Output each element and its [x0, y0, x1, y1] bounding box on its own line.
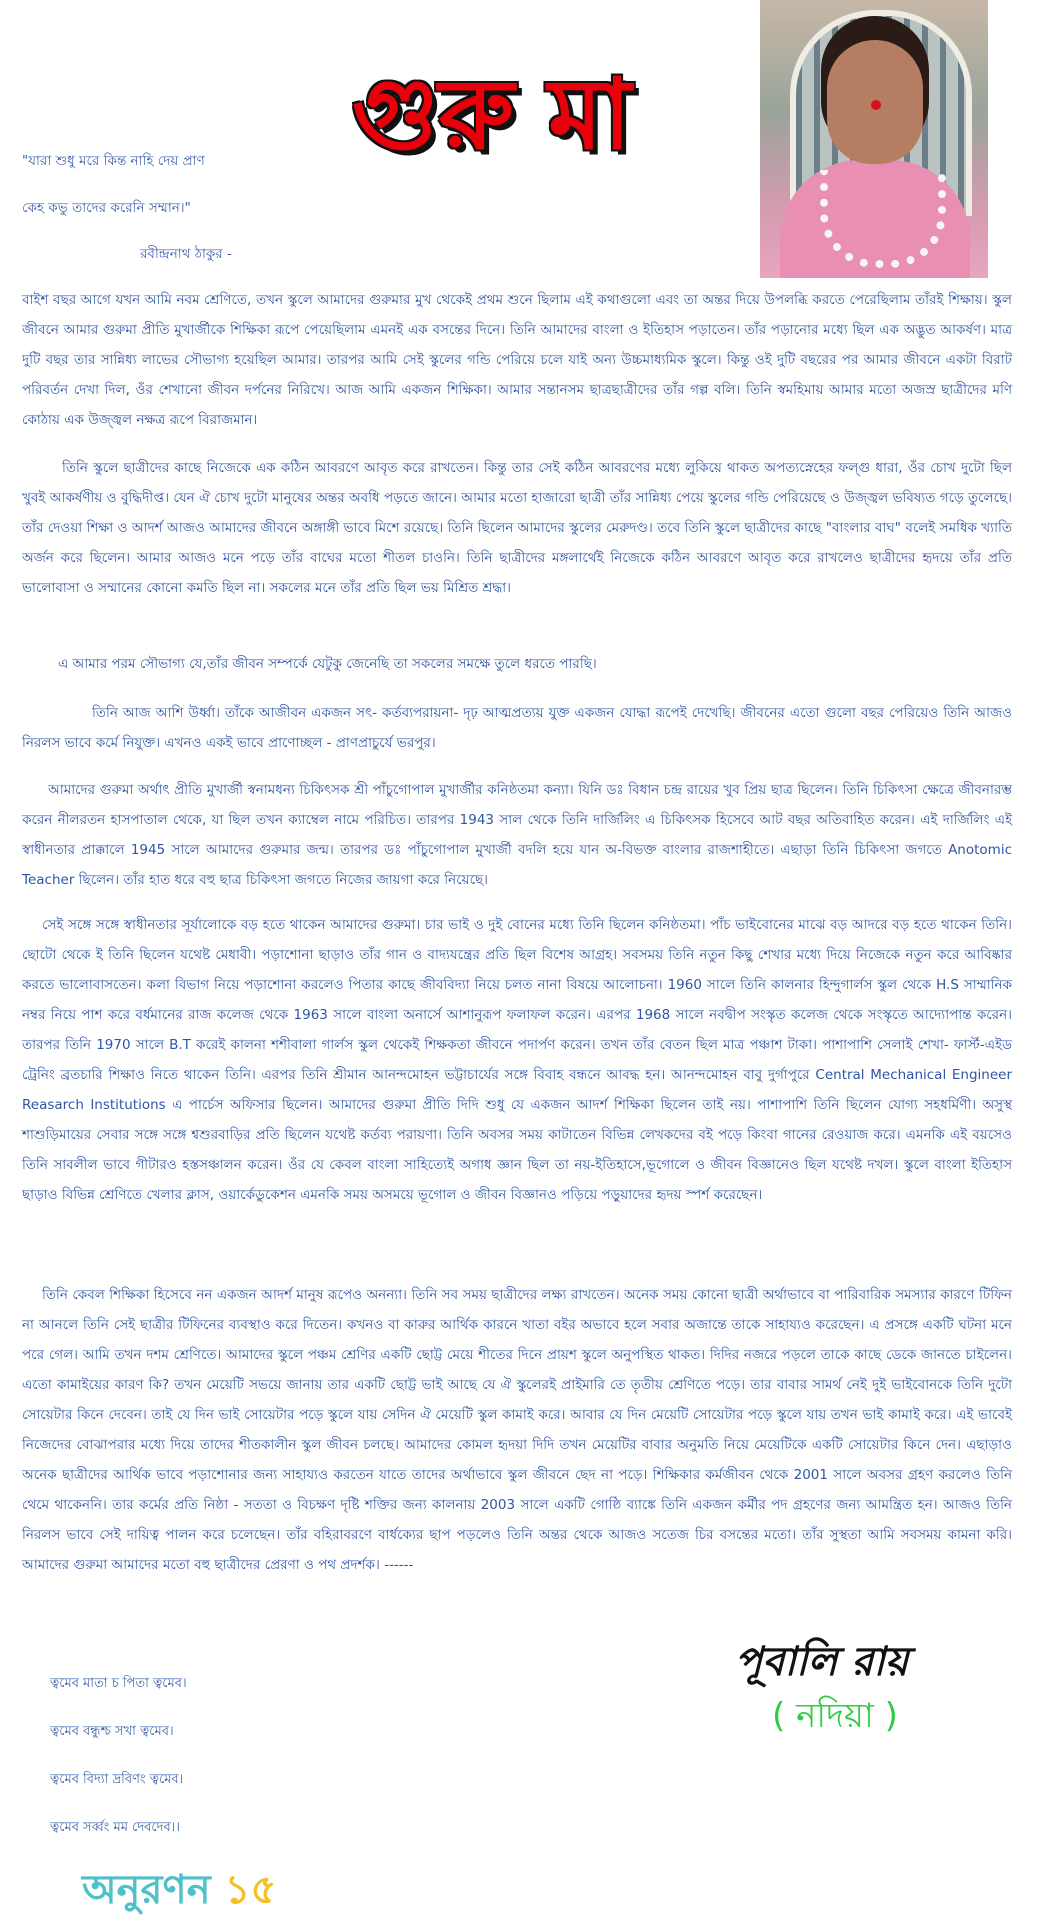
page-title: গুরু মা [352, 57, 632, 172]
paragraph-1: বাইশ বছর আগে যখন আমি নবম শ্রেণিতে, তখন স্কুলে আমাদের গুরুমার মুখ থেকেই প্রথম শুনে ছিলাম এই কথাগুলো এবং তা অন্তর দিয়ে উপলব্ধি করতে পেরেছিলাম তাঁরই শিক্ষায়। স্কুল জীবনে আমার গুরুমা প্রীতি মুখার্জীকে শিক্ষিকা রূপে পেয়েছিলাম এমনই এক বসন্তের দিনে। তিনি আমাদের বাংলা ও ইতিহাস পড়াতেন। তাঁর পড়ানোর মধ্যে ছিল এক অদ্ভুত আকর্ষণ। মাত্র দুটি বছর তার সান্নিধ্য লাভের সৌভাগ্য হয়েছিল আমার। তারপর আমি সেই স্কুলের গন্ডি পেরিয়ে চলে যাই অন্য উচ্চমাধ্যমিক স্কুলে। কিন্তু ওই দুটি বছরের পর আমার জীবনে একটা বিরাট পরিবর্তন দেখা দিল, ওঁর শেখানো জীবন দর্পনের নিরিখে। আজ আমি একজন শিক্ষিকা। আমার সন্তানসম ছাত্রছাত্রীদের তাঁর গল্প বলি। তিনি স্বমহিমায় আমার মতো অজস্র ছাত্রীদের মণি কোঠায় এক উজ্জ্বল নক্ষত্র রূপে বিরাজমান। [22, 292, 1012, 428]
quote-author: রবীন্দ্রনাথ ঠাকুর - [140, 246, 232, 262]
title-banner [352, 48, 670, 182]
footer-brand [82, 1858, 276, 1925]
verse-line-1: ত্বমেব মাতা চ পিতা ত্বমেব। [50, 1676, 187, 1691]
photo-garland [820, 170, 946, 268]
author-signature: পূবালি রায় [735, 1638, 909, 1685]
footer-number: ১৫ [224, 1867, 277, 1913]
quote-line-1: "যারা শুধু মরে কিন্ত নাহি দেয় প্রাণ [22, 153, 205, 169]
verse-line-4: ত্বমেব সর্ব্বং মম দেবদেব।। [50, 1820, 180, 1835]
verse-line-3: ত্বমেব বিদ্যা দ্রবিণং ত্বমেব। [50, 1772, 184, 1787]
paragraph-2: তিনি স্কুলে ছাত্রীদের কাছে নিজেকে এক কঠিন আবরণে আবৃত করে রাখতেন। কিন্তু তার সেই কঠিন আবরণের মধ্যে লুকিয়ে থাকত অপত্যস্নেহের ফল্গু ধারা, ওঁর চোখ দুটো ছিল খুবই আকর্ষণীয় ও বুদ্ধিদীপ্ত। যেন ঐ চোখ দুটো মানুষের অন্তর অবধি পড়তে জানে। আমার মতো হাজারো ছাত্রী তাঁর সান্নিধ্য পেয়ে স্কুলের গন্ডি পেরিয়েছে ও উজ্জ্বল ভবিষ্যত গড়ে তুলেছে। তাঁর দেওয়া শিক্ষা ও আদর্শ আজও আমাদের জীবনে অঙ্গাঙ্গী ভাবে মিশে রয়েছে। তিনি ছিলেন আমাদের স্কুলের মেরুদণ্ড। তবে তিনি স্কুলে ছাত্রীদের কাছে "বাংলার বাঘ" বলেই সমধিক খ্যাতি অর্জন করে ছিলেন। আমার আজও মনে পড়ে তাঁর বাঘের মতো শীতল চাওনি। তিনি ছাত্রীদের মঙ্গলার্থেই নিজেকে কঠিন আবরণে আবৃত করে রাখলেও ছাত্রীদের হৃদয়ে তাঁর প্রতি ভালোবাসা ও সম্মানের কোনো কমতি ছিল না। সকলের মনে তাঁর প্রতি ছিল ভয় মিশ্রিত শ্রদ্ধা। [22, 460, 1012, 596]
author-photo [760, 0, 988, 278]
paragraph-7: তিনি কেবল শিক্ষিকা হিসেবে নন একজন আদর্শ মানুষ রূপেও অনন্যা। তিনি সব সময় ছাত্রীদের লক্ষ্য রাখতেন। অনেক সময় কোনো ছাত্রী অর্থাভাবে বা পারিবারিক সমস্যার কারণে টিফিন না আনলে তিনি সেই ছাত্রীর টিফিনের ব্যবস্থাও করে দিতেন। কখনও বা কারুর আর্থিক কারনে খাতা বইর অভাবে হলে সবার অজান্তে তাকে সাহায্যও করেছেন। এ প্রসঙ্গে একটি ঘটনা মনে পরে গেল। আমি তখন দশম শ্রেণিতে। আমাদের স্কুলে পঞ্চম শ্রেণির একটি ছোট্ট মেয়ে শীতের দিনে প্রায়শ স্কুলে অনুপস্থিত থাকত। দিদির নজরে পড়লে তাকে কাছে ডেকে জানতে চাইলেন। এতো কামাইয়ের কারণ কি? তখন মেয়েটি সভয়ে জানায় তার একটি ছোট্ট ভাই আছে যে ঐ স্কুলেরই প্রাইমারি তে তৃতীয় শ্রেণিতে পড়ে। তার বাবার সামর্থ নেই দুই ভাইবোনকে তিনি দুটো সোয়েটার কিনে দেবেন। তাই যে দিন ভাই সোয়েটার পড়ে স্কুলে যায় সেদিন ঐ মেয়েটি স্কুল কামাই করে। আবার যে দিন মেয়েটি সোয়েটার পড়ে স্কুলে যায় তখন ভাই কামাই করে। এই ভাবেই নিজেদের বোঝাপরার মধ্যে দিয়ে তাদের শীতকালীন স্কুল জীবন চলছে। আমাদের কোমল হৃদয়া দিদি তখন মেয়েটির বাবার অনুমতি নিয়ে মেয়েটিকে একটি সোয়েটার কিনে দেন। এছাড়াও অনেক ছাত্রীদের আর্থিক ভাবে পড়াশোনার জন্য সাহায্যও করতেন যাতে তাদের অর্থাভাবে স্কুল জীবনে ছেদ না পড়ে। শিক্ষিকার কর্মজীবন থেকে 2001 সালে অবসর গ্রহণ করলেও তিনি থেমে থাকেননি। তার কর্মের প্রতি নিষ্ঠা - সততা ও বিচক্ষণ দৃষ্টি শক্তির জন্য কালনায় 2003 সালে একটি গোষ্ঠি ব্যাঙ্কে তিনি একজন কর্মীর পদ গ্রহণের জন্য আমন্ত্রিত হন। আজও তিনি নিরলস ভাবে সেই দায়িত্ব পালন করে চলেছেন। তাঁর বহিরাবরণে বার্ধক্যের ছাপ পড়লেও তিনি অন্তর থেকে আজও সতেজ চির বসন্তের মতো। তাঁর সুস্থতা আমি সবসময় কামনা করি। আমাদের গুরুমা আমাদের মতো বহু ছাত্রীদের প্রেরণা ও পথ প্রদর্শক। ------ [22, 1287, 1012, 1573]
footer-word: অনুরণন [82, 1867, 211, 1913]
author-place: ( নদিয়া ) [772, 1696, 898, 1736]
quote-line-2: কেহ কভু তাদের করেনি সম্মান।" [22, 200, 191, 216]
paragraph-3: এ আমার পরম সৌভাগ্য যে,তাঁর জীবন সম্পর্কে যেটুকু জেনেছি তা সকলের সমক্ষে তুলে ধরতে পারছি। [58, 656, 597, 672]
verse-line-2: ত্বমেব বন্ধুশ্চ সখা ত্বমেব। [50, 1724, 174, 1739]
paragraph-4: তিনি আজ আশি উর্ধ্বা। তাঁকে আজীবন একজন সৎ- কর্তব্যপরায়না- দৃঢ় আত্মপ্রত্যয় যুক্ত একজন যোদ্ধা রূপেই দেখেছি। জীবনের এতো গুলো বছর পেরিয়েও তিনি আজও নিরলস ভাবে কর্মে নিযুক্ত। এখনও একই ভাবে প্রাণোচ্ছল - প্রাণপ্রাচুর্যে ভরপুর। [22, 705, 1012, 751]
paragraph-6: সেই সঙ্গে সঙ্গে স্বাধীনতার সূর্যালোকে বড় হতে থাকেন আমাদের গুরুমা। চার ভাই ও দুই বোনের মধ্যে তিনি ছিলেন কনিষ্ঠতমা। পাঁচ ভাইবোনের মাঝে বড় আদরে বড় হতে থাকেন তিনি। ছোটো থেকে ই তিনি ছিলেন যথেষ্ট মেধাবী। পড়াশোনা ছাড়াও তাঁর গান ও বাদ্যযন্ত্রের প্রতি ছিল বিশেষ আগ্রহ। সবসময় তিনি নতুন কিছু শেখার মধ্যে দিয়ে নিজেকে নতুন করে আবিষ্কার করতে ভালোবাসতেন। কলা বিভাগ নিয়ে পড়াশোনা করলেও পিতার কাছে জীববিদ্যা নিয়ে চলত নানা বিষয়ে আলোচনা। 1960 সালে তিনি কালনার হিন্দুগার্লস স্কুল থেকে H.S সাম্মানিক নম্বর নিয়ে পাশ করে বর্ধমানের রাজ কলেজ থেকে 1963 সালে বাংলা অনার্সে আশানুরূপ ফলাফল করেন। এরপর 1968 সালে নবদ্বীপ সংস্কৃত কলেজ থেকে সংস্কৃতে আদ্যোপান্ত করেন। তারপর তিনি 1970 সালে B.T করেই কালনা শশীবালা গার্লস স্কুল থেকেই শিক্ষকতা জীবনে পদার্পণ করেন। তখন তাঁর বেতন ছিল মাত্র পঞ্চাশ টাকা। পাশাপাশি সেলাই শেখা- ফার্স্ট-এইড ট্রেনিং ব্রতচারি শিক্ষাও নিতে থাকেন তিনি। এরপর তিনি শ্রীমান আনন্দমোহন ভট্টাচার্যের সঙ্গে বিবাহ বন্ধনে আবদ্ধ হন। আনন্দমোহন বাবু দুর্গাপুরে Central Mechanical Engineer Reasarch Institutions এ পার্চেস অফিসার ছিলেন। আমাদের গুরুমা প্রীতি দিদি শুধু যে একজন আদর্শ শিক্ষিকা ছিলেন তাই নয়। পাশাপাশি তিনি ছিলেন যোগ্য সহধর্মিণী। অসুস্থ শাশুড়িমায়ের সেবার সঙ্গে সঙ্গে শ্বশুরবাড়ির প্রতি ছিলেন যথেষ্ট কর্তব্য পরায়ণা। তিনি অবসর সময় কাটাতেন বিভিন্ন লেখকদের বই পড়ে কিংবা গানের রেওয়াজ করে। এমনকি এই বয়সেও তিনি সাবলীল ভাবে গীটারও হস্তসঞ্চালন করেন। ওঁর যে কেবল বাংলা সাহিত্যেই অগাধ জ্ঞান ছিল তা নয়-ইতিহাসে,ভূগোলে ও জীবন বিজ্ঞানেও ছিল যথেষ্ট দখল। স্কুলে বাংলা ইতিহাস ছাড়াও বিভিন্ন শ্রেণিতে খেলার ক্লাস, ওয়ার্কেডুকেশন এমনকি সময় অসময়ে ভূগোল ও জীবন বিজ্ঞানও পড়িয়ে পড়ুয়াদের হৃদয় স্পর্শ করেছেন। [22, 917, 1012, 1203]
paragraph-5: আমাদের গুরুমা অর্থাৎ প্রীতি মুখার্জী স্বনামধন্য চিকিৎসক শ্রী পাঁচুগোপাল মুখার্জীর কনিষ্ঠতমা কন্যা। যিনি ডঃ বিধান চন্দ্র রায়ের খুব প্রিয় ছাত্র ছিলেন। তিনি চিকিৎসা ক্ষেত্রে জীবনারম্ভ করেন নীলরতন হাসপাতাল থেকে, যা ছিল তখন ক্যাম্বেল নামে পরিচিত। তারপর 1943 সাল থেকে তিনি দার্জিলিং এ চিকিৎসক হিসেবে আট বছর অতিবাহিত করেন। এই দার্জিলিং এই স্বাধীনতার প্রাক্কালে 1945 সালে আমাদের গুরুমার জন্ম। তারপর ডঃ পাঁচুগোপাল মুখার্জী বদলি হয়ে যান অ-বিভক্ত বাংলার রাজশাহীতে। এছাড়া তিনি চিকিৎসা জগতে Anotomic Teacher ছিলেন। তাঁর হাত ধরে বহু ছাত্র চিকিৎসা জগতে নিজের জায়গা করে নিয়েছে। [22, 782, 1012, 888]
photo-bindi [871, 100, 881, 110]
